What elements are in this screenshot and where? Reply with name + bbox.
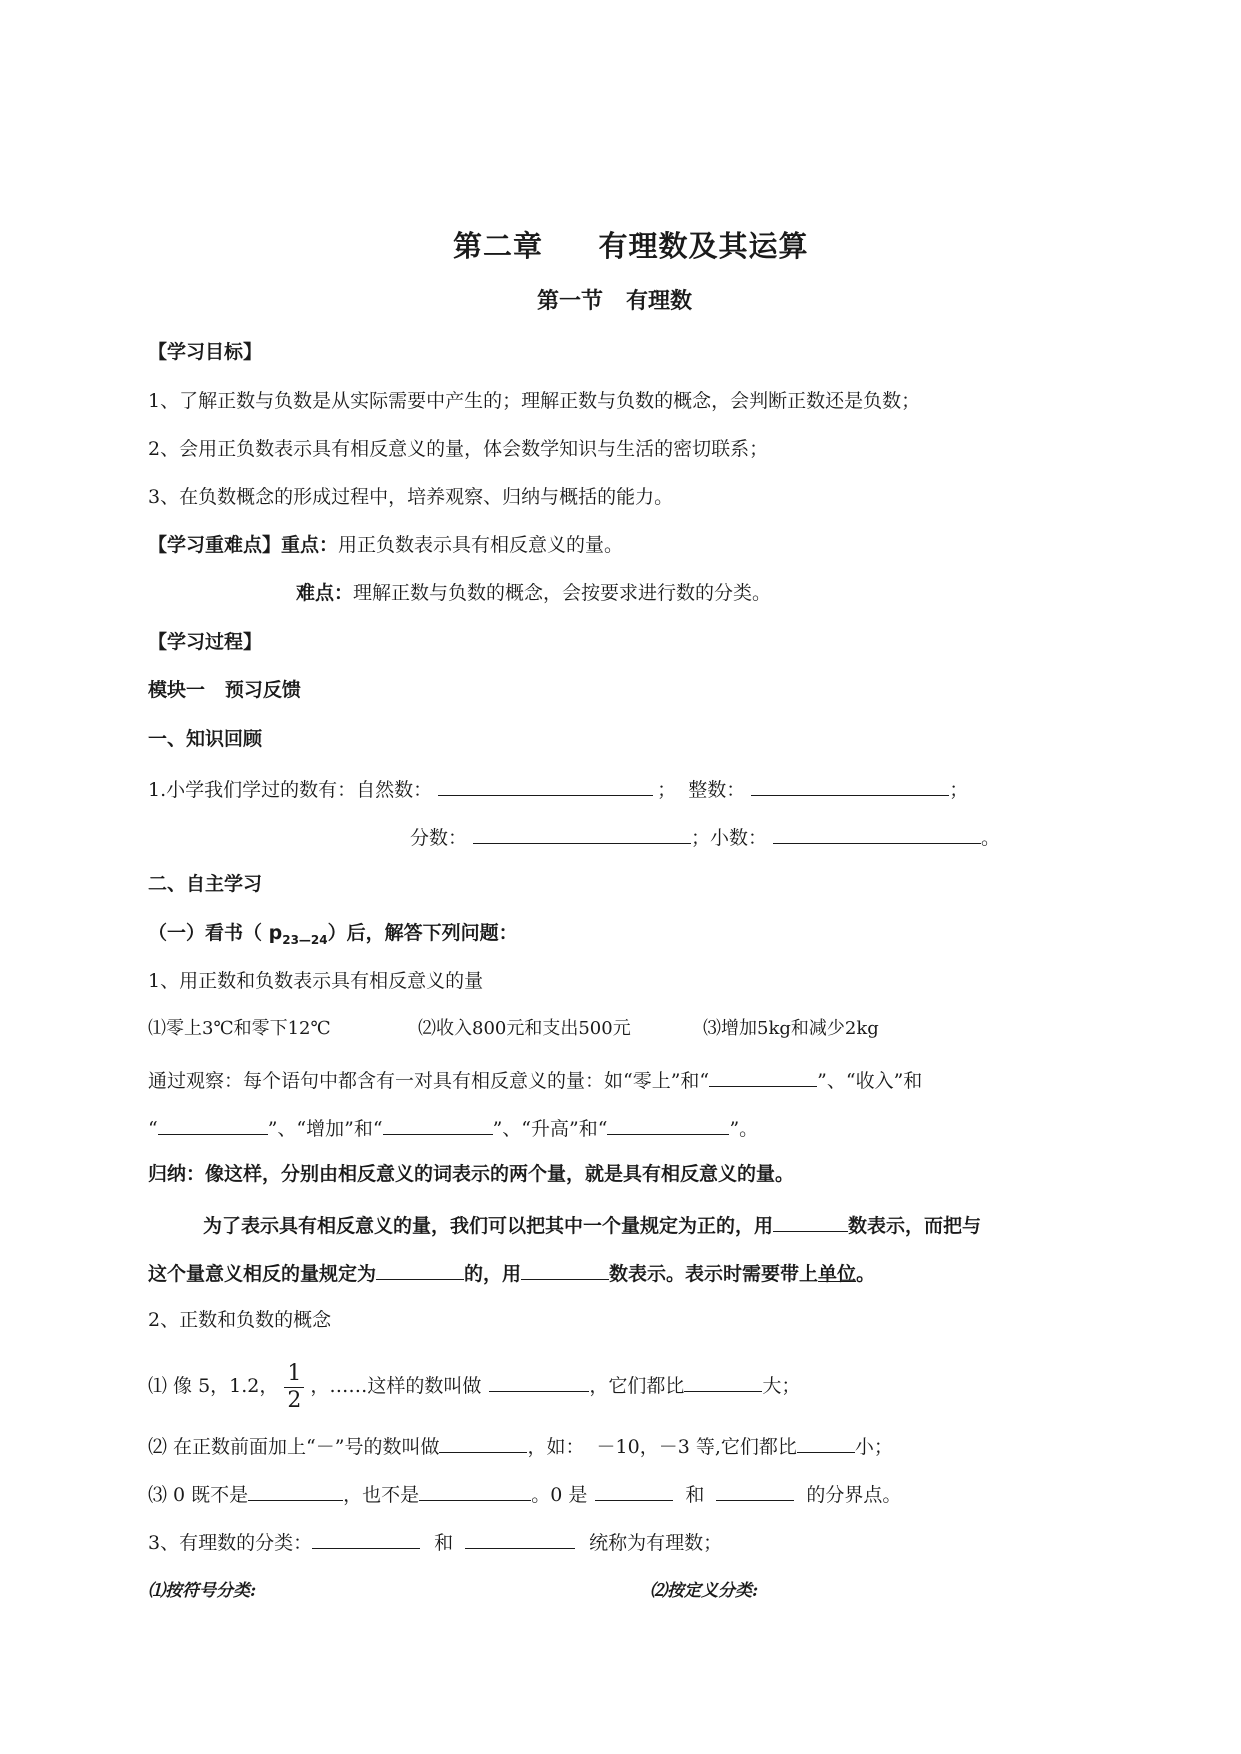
fraction-denominator: 2 bbox=[287, 1387, 302, 1413]
process-heading: 【学习过程】 bbox=[148, 631, 263, 653]
half-fraction bbox=[284, 1361, 304, 1414]
opposite-blank-2[interactable] bbox=[158, 1114, 268, 1135]
difficult-label: 难点： bbox=[296, 582, 354, 604]
fraction-blank[interactable] bbox=[473, 823, 691, 844]
q3a: 3、有理数的分类： bbox=[148, 1532, 313, 1554]
read-book-line bbox=[148, 921, 518, 952]
q1-example-2: ⑵收入800元和支出500元 bbox=[418, 1018, 631, 1039]
page-range: 23—24 bbox=[282, 932, 328, 947]
classify-by-sign: ⑴按符号分类: bbox=[148, 1581, 257, 1601]
opposite-blank-3[interactable] bbox=[383, 1114, 493, 1135]
q2-2c: 小； bbox=[854, 1436, 893, 1458]
rep-a: 为了表示具有相反意义的量，我们可以把其中一个量规定为正的，用 bbox=[203, 1215, 774, 1237]
goal-item-1: 1、了解正数与负数是从实际需要中产生的；理解正数与负数的概念，会判断正数还是负数； bbox=[148, 390, 921, 412]
q2-3b: ，也不是 bbox=[343, 1484, 420, 1506]
q1-title: 1、用正数和负数表示具有相反意义的量 bbox=[148, 970, 484, 992]
q2-3d: 和 bbox=[685, 1484, 705, 1506]
rep-e: 数表示。表示时需要带上 bbox=[609, 1263, 819, 1285]
observe-b: ”、“收入”和 bbox=[817, 1070, 923, 1092]
q2-1b: ，……这样的数叫做 bbox=[310, 1375, 482, 1397]
q2-3c: 。0 是 bbox=[531, 1484, 588, 1506]
review-q1-prefix: 1.小学我们学过的数有：自然数： bbox=[148, 779, 433, 801]
boundary-blank-2[interactable] bbox=[716, 1480, 794, 1501]
chapter-title: 第二章 有理数及其运算 bbox=[453, 229, 809, 263]
goals-heading: 【学习目标】 bbox=[148, 341, 263, 363]
q2-item-2 bbox=[148, 1432, 893, 1459]
q2-3e: 的分界点。 bbox=[806, 1484, 902, 1506]
less-than-blank[interactable] bbox=[797, 1432, 855, 1453]
not-blank-2[interactable] bbox=[419, 1480, 531, 1501]
key-points-line bbox=[148, 533, 623, 557]
key-text: 用正负数表示具有相反意义的量。 bbox=[338, 534, 624, 556]
q2-1a: ⑴ 像 5，1.2， bbox=[148, 1375, 279, 1397]
read-book-b: ）后，解答下列问题： bbox=[327, 922, 518, 944]
q2-1d: 大； bbox=[762, 1375, 801, 1397]
q1-example-1: ⑴零上3℃和零下12℃ bbox=[148, 1018, 331, 1039]
review-q1-period: 。 bbox=[981, 827, 1001, 849]
opposite-blank-4[interactable] bbox=[607, 1114, 729, 1135]
observe-e: ”、“升高”和“ bbox=[492, 1118, 608, 1140]
q2-2a: ⑵ 在正数前面加上“－”号的数叫做 bbox=[148, 1436, 440, 1458]
q2-1c: ，它们都比 bbox=[589, 1375, 685, 1397]
observe-line-2 bbox=[148, 1114, 758, 1141]
rep-d: 的，用 bbox=[464, 1263, 522, 1285]
q2-3a: ⑶ 0 既不是 bbox=[148, 1484, 249, 1506]
rep-b: 数表示，而把与 bbox=[848, 1215, 982, 1237]
q1-example-3: ⑶增加5kg和减少2kg bbox=[703, 1018, 879, 1039]
observe-c: “ bbox=[148, 1118, 158, 1140]
module-heading: 模块一 预习反馈 bbox=[148, 679, 301, 701]
review-q1-sep: ； 整数： bbox=[657, 779, 746, 801]
difficult-line bbox=[296, 581, 771, 605]
q1-examples bbox=[148, 1017, 879, 1041]
boundary-blank-1[interactable] bbox=[595, 1480, 673, 1501]
goal-item-2: 2、会用正负数表示具有相反意义的量，体会数学知识与生活的密切联系； bbox=[148, 438, 769, 460]
review-q1-cont bbox=[410, 823, 1000, 850]
review-q1 bbox=[148, 775, 968, 802]
q3c: 统称为有理数； bbox=[589, 1532, 723, 1554]
q2-2b: ，如： －10，－3 等,它们都比 bbox=[527, 1436, 797, 1458]
represent-line-2 bbox=[148, 1259, 875, 1286]
q2-item-1 bbox=[148, 1356, 800, 1416]
fraction-numerator: 1 bbox=[284, 1361, 304, 1388]
q3b: 和 bbox=[434, 1532, 454, 1554]
induce-line: 归纳：像这样，分别由相反意义的词表示的两个量，就是具有相反意义的量。 bbox=[148, 1163, 795, 1185]
rational-blank-2[interactable] bbox=[465, 1528, 575, 1549]
q3-line bbox=[148, 1528, 722, 1555]
difficult-text: 理解正数与负数的概念，会按要求进行数的分类。 bbox=[353, 582, 772, 604]
not-blank-1[interactable] bbox=[248, 1480, 343, 1501]
self-study-heading: 二、自主学习 bbox=[148, 873, 263, 895]
opposite-blank-1[interactable] bbox=[709, 1066, 817, 1087]
represent-line-1 bbox=[203, 1211, 981, 1238]
positive-blank[interactable] bbox=[773, 1211, 848, 1232]
observe-line-1 bbox=[148, 1066, 922, 1093]
observe-a: 通过观察：每个语句中都含有一对具有相反意义的量：如“零上”和“ bbox=[148, 1070, 710, 1092]
classify-by-definition: ⑵按定义分类: bbox=[650, 1581, 759, 1601]
review-q1-frac-label: 分数： bbox=[410, 827, 468, 849]
review-q1-end: ； bbox=[949, 779, 969, 801]
q2-item-3 bbox=[148, 1480, 901, 1507]
observe-f: ”。 bbox=[729, 1118, 759, 1140]
positive-number-blank[interactable] bbox=[489, 1371, 589, 1392]
goal-item-3: 3、在负数概念的形成过程中，培养观察、归纳与概括的能力。 bbox=[148, 486, 674, 508]
greater-than-blank[interactable] bbox=[684, 1371, 762, 1392]
rep-f: 。 bbox=[856, 1263, 876, 1285]
q2-title: 2、正数和负数的概念 bbox=[148, 1309, 332, 1331]
negative-def-blank[interactable] bbox=[376, 1259, 464, 1280]
decimal-blank[interactable] bbox=[773, 823, 981, 844]
rep-c: 这个量意义相反的量规定为 bbox=[148, 1263, 377, 1285]
key-points-heading: 【学习重难点】 bbox=[148, 534, 282, 556]
observe-d: ”、“增加”和“ bbox=[267, 1118, 383, 1140]
negative-number-blank[interactable] bbox=[439, 1432, 527, 1453]
natural-number-blank[interactable] bbox=[438, 775, 653, 796]
section-title: 第一节 有理数 bbox=[537, 289, 692, 314]
rational-blank-1[interactable] bbox=[312, 1528, 420, 1549]
integer-blank[interactable] bbox=[751, 775, 949, 796]
review-q1-dec-label: ；小数： bbox=[691, 827, 768, 849]
unit-word: 单位 bbox=[818, 1263, 857, 1285]
read-book-a: （一）看书（ p bbox=[148, 922, 283, 944]
negative-num-blank[interactable] bbox=[521, 1259, 609, 1280]
key-label: 重点： bbox=[281, 534, 339, 556]
review-heading: 一、知识回顾 bbox=[148, 728, 263, 750]
